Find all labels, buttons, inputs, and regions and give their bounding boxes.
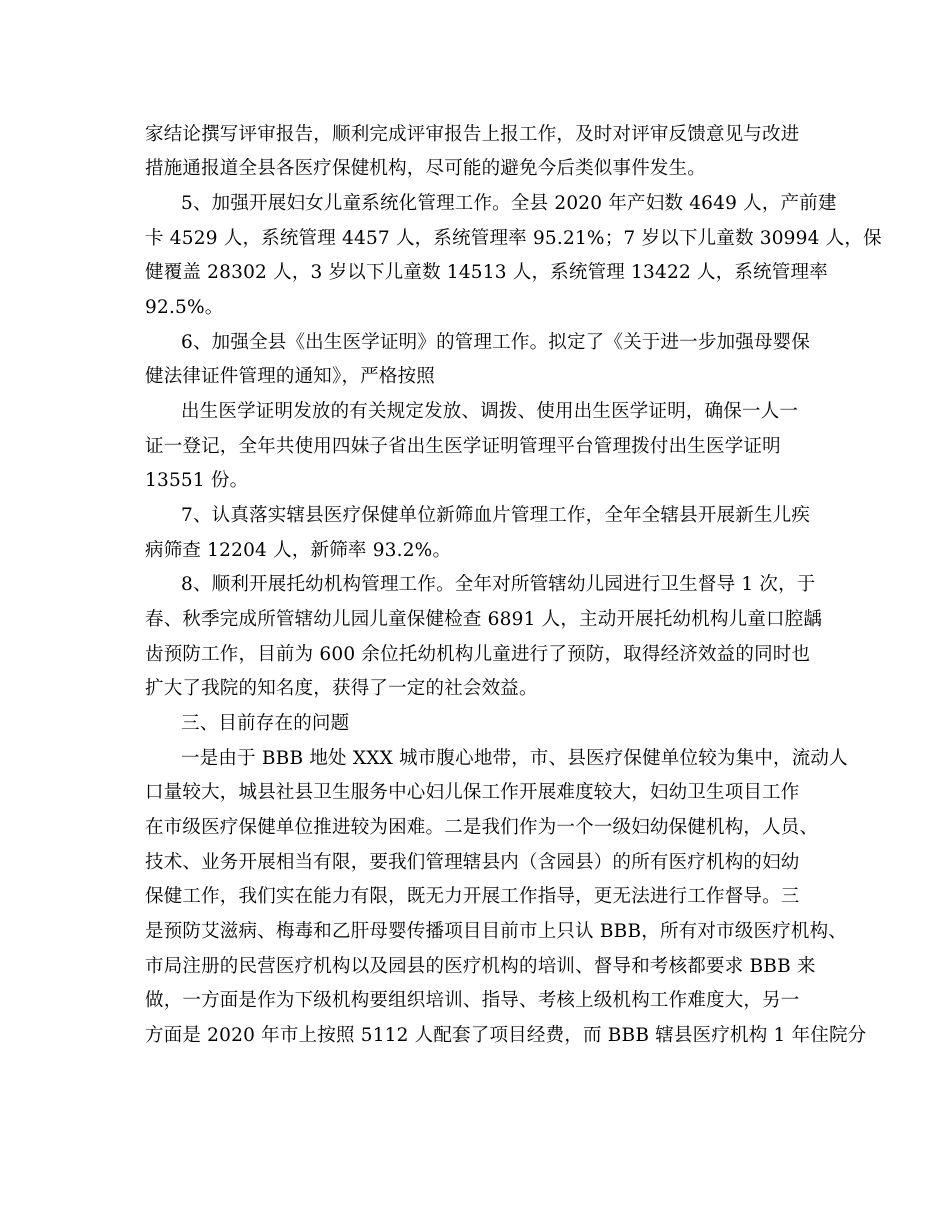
- text-line: 健覆盖 28302 人，3 岁以下儿童数 14513 人，系统管理 13422 人，系统管理率: [145, 262, 828, 283]
- text-line: 做，一方面是作为下级机构要组织培训、指导、考核上级机构工作难度大，另一: [145, 990, 800, 1011]
- section-heading: 三、目前存在的问题: [181, 713, 350, 734]
- paragraph-item-8: 8、顺利开展托幼机构管理工作。全年对所管辖幼儿园进行卫生督导 1 次，于: [181, 574, 816, 595]
- text-line: 出生医学证明发放的有关规定发放、调拨、使用出生医学证明，确保一人一: [181, 401, 799, 422]
- paragraph-item-6: 6、加强全县《出生医学证明》的管理工作。拟定了《关于进一步加强母婴保: [181, 332, 811, 353]
- text-line: 扩大了我院的知名度，获得了一定的社会效益。: [145, 678, 538, 699]
- text-line: 齿预防工作，目前为 600 余位托幼机构儿童进行了预防，取得经济效益的同时也: [145, 644, 811, 665]
- text-line: 措施通报道全县各医疗保健机构，尽可能的避免今后类似事件发生。: [145, 158, 707, 179]
- text-line: 家结论撰写评审报告，顺利完成评审报告上报工作，及时对评审反馈意见与改进: [145, 124, 800, 145]
- text-line: 市局注册的民营医疗机构以及园县的医疗机构的培训、督导和考核都要求 BBB 来: [145, 956, 816, 977]
- text-line: 春、秋季完成所管辖幼儿园儿童保健检查 6891 人，主动开展托幼机构儿童口腔龋: [145, 609, 823, 630]
- text-line: 健法律证件管理的通知》，严格按照: [145, 366, 435, 387]
- text-line: 保健工作，我们实在能力有限，既无力开展工作指导，更无法进行工作督导。三: [145, 886, 800, 907]
- text-line: 技术、业务开展相当有限，要我们管理辖县内（含园县）的所有医疗机构的妇幼: [145, 852, 800, 873]
- text-line: 方面是 2020 年市上按照 5112 人配套了项目经费，而 BBB 辖县医疗机构 1 年住院分: [145, 1025, 867, 1046]
- text-line: 一是由于 BBB 地处 XXX 城市腹心地带，市、县医疗保健单位较为集中，流动人: [181, 748, 848, 769]
- text-line: 在市级医疗保健单位推进较为困难。二是我们作为一个一级妇幼保健机构，人员、: [145, 817, 819, 838]
- text-line: 是预防艾滋病、梅毒和乙肝母婴传播项目目前市上只认 BBB，所有对市级医疗机构、: [145, 921, 847, 942]
- text-line: 13551 份。: [145, 470, 249, 491]
- text-line: 卡 4529 人，系统管理 4457 人，系统管理率 95.21%；7 岁以下儿童数 30994 人，保: [145, 228, 882, 249]
- text-line: 病筛查 12204 人，新筛率 93.2%。: [145, 540, 452, 561]
- text-line: 92.5%。: [145, 297, 224, 318]
- paragraph-item-7: 7、认真落实辖县医疗保健单位新筛血片管理工作，全年全辖县开展新生儿疾: [181, 505, 811, 526]
- text-line: 口量较大，城县社县卫生服务中心妇儿保工作开展难度较大，妇幼卫生项目工作: [145, 782, 800, 803]
- text-line: 证一登记，全年共使用四妹子省出生医学证明管理平台管理拨付出生医学证明: [145, 436, 781, 457]
- paragraph-item-5: 5、加强开展妇女儿童系统化管理工作。全县 2020 年产妇数 4649 人，产前建: [181, 193, 837, 214]
